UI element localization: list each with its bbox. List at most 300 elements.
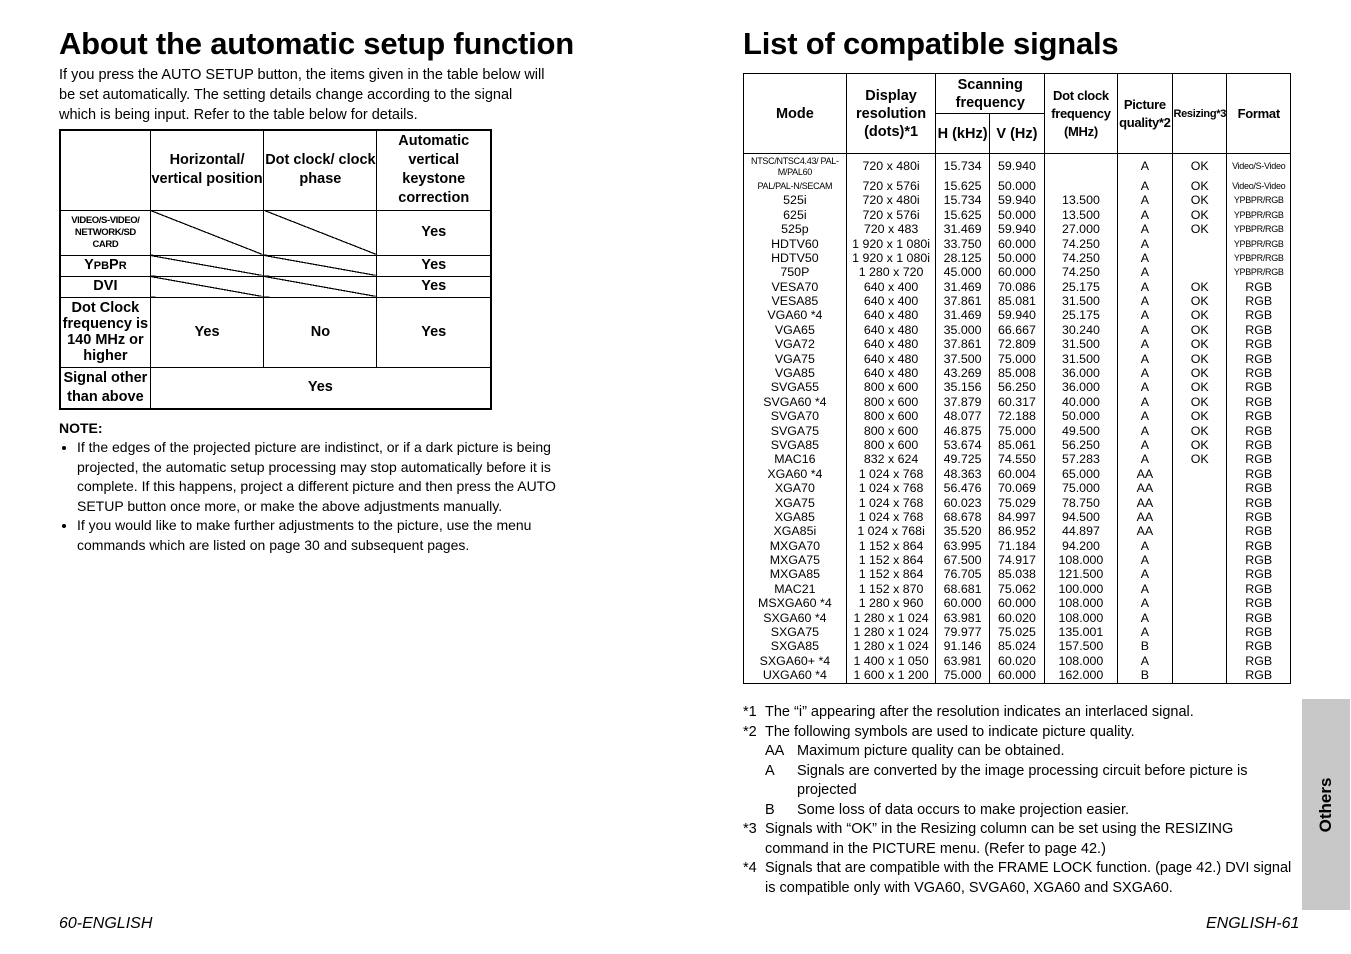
quality-cell: AA	[1117, 482, 1172, 496]
dot-clock-cell: 74.250	[1045, 237, 1118, 251]
left-page-number: 60-ENGLISH	[59, 915, 153, 932]
table-row	[60, 297, 491, 367]
resizing-cell: OK	[1173, 208, 1227, 222]
header-picture-quality: Picture quality*2	[1117, 74, 1172, 154]
h-freq-cell: 45.000	[936, 266, 989, 280]
resolution-cell: 1 024 x 768	[846, 467, 936, 481]
dot-clock-cell: 30.240	[1045, 323, 1118, 337]
table-row	[744, 223, 1291, 237]
h-freq-cell: 63.995	[936, 539, 989, 553]
header-scanning-frequency: Scanning frequency	[936, 74, 1045, 114]
v-freq-cell: 66.667	[989, 323, 1044, 337]
table-row	[744, 194, 1291, 208]
format-cell: Video/S-Video	[1227, 180, 1291, 194]
quality-cell: A	[1117, 611, 1172, 625]
row-label: VIDEO/S-VIDEO/ NETWORK/SD CARD	[60, 210, 150, 255]
v-freq-cell: 60.317	[989, 395, 1044, 409]
resolution-cell: 640 x 480	[846, 352, 936, 366]
table-row	[744, 367, 1291, 381]
dot-clock-cell: 108.000	[1045, 554, 1118, 568]
resolution-cell: 1 280 x 720	[846, 266, 936, 280]
table-row	[60, 367, 491, 409]
h-freq-cell: 63.981	[936, 654, 989, 668]
resolution-cell: 1 280 x 1 024	[846, 611, 936, 625]
v-freq-cell: 84.997	[989, 510, 1044, 524]
resizing-cell	[1173, 626, 1227, 640]
resolution-cell: 1 024 x 768	[846, 482, 936, 496]
quality-cell: B	[1117, 669, 1172, 683]
footnote-text: Signals that are compatible with the FRAME LOCK function. (page 42.) DVI signal is compatible only with VGA60, SVGA60, XGA60 and SXGA60.	[765, 860, 1292, 896]
format-cell: Video/S-Video	[1227, 154, 1291, 180]
quality-cell: A	[1117, 410, 1172, 424]
note-heading: NOTE:	[59, 420, 103, 436]
footnote	[743, 859, 1298, 898]
mode-cell: 750P	[744, 266, 847, 280]
quality-cell: A	[1117, 654, 1172, 668]
dot-clock-cell: 13.500	[1045, 208, 1118, 222]
h-freq-cell: 60.023	[936, 496, 989, 510]
v-freq-cell: 85.008	[989, 367, 1044, 381]
v-freq-cell: 75.029	[989, 496, 1044, 510]
resolution-cell: 640 x 480	[846, 309, 936, 323]
resizing-cell	[1173, 582, 1227, 596]
quality-cell: A	[1117, 367, 1172, 381]
resolution-cell: 800 x 600	[846, 410, 936, 424]
v-freq-cell: 75.062	[989, 582, 1044, 596]
resizing-cell	[1173, 554, 1227, 568]
dot-clock-cell: 78.750	[1045, 496, 1118, 510]
others-tab-label: Others	[1316, 777, 1335, 832]
format-cell: RGB	[1227, 597, 1291, 611]
resolution-cell: 640 x 480	[846, 338, 936, 352]
footnote-mark: *3	[743, 821, 757, 837]
intro-paragraph	[59, 65, 619, 125]
resizing-cell: OK	[1173, 154, 1227, 180]
h-freq-cell: 37.861	[936, 295, 989, 309]
format-cell: RGB	[1227, 410, 1291, 424]
table-row	[744, 582, 1291, 596]
resolution-cell: 1 920 x 1 080i	[846, 251, 936, 265]
compatible-signals-table	[743, 73, 1291, 684]
format-cell: RGB	[1227, 510, 1291, 524]
cell-value: Yes	[377, 276, 491, 297]
format-cell: RGB	[1227, 611, 1291, 625]
mode-cell: XGA75	[744, 496, 847, 510]
cell-value: Yes	[150, 297, 264, 367]
h-freq-cell: 35.156	[936, 381, 989, 395]
dot-clock-cell: 50.000	[1045, 410, 1118, 424]
table-row	[60, 276, 491, 297]
header-mode: Mode	[744, 74, 847, 154]
mode-cell: VESA85	[744, 295, 847, 309]
header-format: Format	[1227, 74, 1291, 154]
resizing-cell: OK	[1173, 410, 1227, 424]
table-row	[744, 266, 1291, 280]
v-freq-cell: 60.000	[989, 669, 1044, 683]
v-freq-cell: 85.024	[989, 640, 1044, 654]
table-row	[744, 251, 1291, 265]
mode-cell: MAC16	[744, 453, 847, 467]
mode-cell: VGA75	[744, 352, 847, 366]
quality-cell: A	[1117, 597, 1172, 611]
mode-cell: XGA70	[744, 482, 847, 496]
dot-clock-cell: 74.250	[1045, 251, 1118, 265]
right-page-title: List of compatible signals	[743, 26, 1119, 61]
v-freq-cell: 75.000	[989, 424, 1044, 438]
footnote-text: Maximum picture quality can be obtained.	[797, 743, 1065, 759]
quality-cell: A	[1117, 154, 1172, 180]
quality-cell: A	[1117, 280, 1172, 294]
resizing-cell	[1173, 539, 1227, 553]
intro-line: be set automatically. The setting details change according to the signal	[59, 87, 513, 103]
dot-clock-cell: 44.897	[1045, 525, 1118, 539]
h-freq-cell: 15.734	[936, 194, 989, 208]
format-cell: RGB	[1227, 626, 1291, 640]
quality-symbol: AA	[765, 743, 785, 759]
footnote	[743, 723, 1298, 743]
resizing-cell: OK	[1173, 424, 1227, 438]
dot-clock-cell	[1045, 154, 1118, 180]
table-row	[744, 323, 1291, 337]
not-applicable-cell	[264, 210, 377, 255]
h-freq-cell: 31.469	[936, 223, 989, 237]
mode-cell: MAC21	[744, 582, 847, 596]
row-label: Signal other than above	[60, 367, 150, 409]
mode-cell: SXGA85	[744, 640, 847, 654]
h-freq-cell: 49.725	[936, 453, 989, 467]
resolution-cell: 640 x 400	[846, 280, 936, 294]
dot-clock-cell: 100.000	[1045, 582, 1118, 596]
v-freq-cell: 60.020	[989, 611, 1044, 625]
row-label: Dot Clock frequency is 140 MHz or higher	[60, 297, 150, 367]
h-freq-cell: 46.875	[936, 424, 989, 438]
footnote	[743, 762, 1298, 801]
dot-clock-cell: 75.000	[1045, 482, 1118, 496]
resolution-cell: 800 x 600	[846, 424, 936, 438]
h-freq-cell: 43.269	[936, 367, 989, 381]
footnote-text: Signals with “OK” in the Resizing column can be set using the RESIZING command in the PICTURE menu. (Refer to page 42.)	[765, 821, 1234, 857]
note-list	[59, 438, 579, 555]
table-row	[744, 439, 1291, 453]
resizing-cell	[1173, 597, 1227, 611]
mode-cell: MSXGA60 *4	[744, 597, 847, 611]
format-cell: RGB	[1227, 482, 1291, 496]
mode-cell: SVGA85	[744, 439, 847, 453]
table-row	[744, 453, 1291, 467]
v-freq-cell: 75.025	[989, 626, 1044, 640]
quality-symbol: B	[765, 801, 775, 818]
resizing-cell	[1173, 482, 1227, 496]
mode-cell: 525i	[744, 194, 847, 208]
v-freq-cell: 75.000	[989, 352, 1044, 366]
quality-cell: A	[1117, 352, 1172, 366]
format-cell: RGB	[1227, 525, 1291, 539]
resolution-cell: 720 x 576i	[846, 180, 936, 194]
format-cell: RGB	[1227, 323, 1291, 337]
resizing-cell	[1173, 611, 1227, 625]
resizing-cell	[1173, 467, 1227, 481]
h-freq-cell: 60.000	[936, 597, 989, 611]
resizing-cell: OK	[1173, 367, 1227, 381]
resizing-cell: OK	[1173, 338, 1227, 352]
table-row	[744, 395, 1291, 409]
quality-cell: A	[1117, 309, 1172, 323]
resizing-cell: OK	[1173, 309, 1227, 323]
resolution-cell: 1 280 x 960	[846, 597, 936, 611]
table-row	[744, 654, 1291, 668]
resolution-cell: 832 x 624	[846, 453, 936, 467]
mode-cell: PAL/PAL-N/SECAM	[744, 180, 847, 194]
v-freq-cell: 71.184	[989, 539, 1044, 553]
resizing-cell	[1173, 568, 1227, 582]
mode-cell: VGA72	[744, 338, 847, 352]
resolution-cell: 720 x 480i	[846, 154, 936, 180]
h-freq-cell: 15.625	[936, 208, 989, 222]
v-freq-cell: 85.081	[989, 295, 1044, 309]
not-applicable-cell	[264, 255, 377, 276]
quality-cell: A	[1117, 223, 1172, 237]
header-dot-clock: Dot clock frequency (MHz)	[1045, 74, 1118, 154]
h-freq-cell: 31.469	[936, 280, 989, 294]
format-cell: RGB	[1227, 309, 1291, 323]
dot-clock-cell	[1045, 180, 1118, 194]
intro-line: If you press the AUTO SETUP button, the items given in the table below will	[59, 67, 545, 83]
header-v-hz: V (Hz)	[989, 114, 1044, 154]
v-freq-cell: 85.061	[989, 439, 1044, 453]
others-section-tab[interactable]	[1302, 699, 1350, 910]
table-row	[744, 597, 1291, 611]
format-cell: YPBPR/RGB	[1227, 194, 1291, 208]
v-freq-cell: 59.940	[989, 309, 1044, 323]
resizing-cell: OK	[1173, 295, 1227, 309]
resizing-cell	[1173, 525, 1227, 539]
quality-cell: AA	[1117, 467, 1172, 481]
resizing-cell: OK	[1173, 194, 1227, 208]
format-cell: RGB	[1227, 496, 1291, 510]
format-cell: YPBPR/RGB	[1227, 251, 1291, 265]
resizing-cell: OK	[1173, 223, 1227, 237]
table-row	[744, 626, 1291, 640]
table-row	[744, 640, 1291, 654]
footnote-mark	[743, 742, 765, 762]
h-freq-cell: 28.125	[936, 251, 989, 265]
resolution-cell: 1 152 x 870	[846, 582, 936, 596]
footnotes	[743, 703, 1298, 898]
not-applicable-cell	[150, 255, 264, 276]
format-cell: RGB	[1227, 467, 1291, 481]
quality-cell: A	[1117, 626, 1172, 640]
h-freq-cell: 91.146	[936, 640, 989, 654]
resizing-cell	[1173, 654, 1227, 668]
resolution-cell: 800 x 600	[846, 395, 936, 409]
format-cell: RGB	[1227, 453, 1291, 467]
quality-cell: A	[1117, 395, 1172, 409]
footnote-text: The “i” appearing after the resolution indicates an interlaced signal.	[765, 704, 1194, 720]
quality-cell: A	[1117, 266, 1172, 280]
header-dot-clock: Dot clock/ clock phase	[264, 130, 377, 210]
dot-clock-cell: 57.283	[1045, 453, 1118, 467]
resolution-cell: 800 x 600	[846, 439, 936, 453]
h-freq-cell: 79.977	[936, 626, 989, 640]
quality-cell: AA	[1117, 525, 1172, 539]
format-cell: RGB	[1227, 280, 1291, 294]
dot-clock-cell: 27.000	[1045, 223, 1118, 237]
resizing-cell: OK	[1173, 280, 1227, 294]
left-page-title: About the automatic setup function	[59, 26, 575, 61]
cell-value: No	[264, 297, 377, 367]
resizing-cell: OK	[1173, 395, 1227, 409]
table-row	[744, 554, 1291, 568]
header-position: Horizontal/ vertical position	[150, 130, 264, 210]
quality-cell: A	[1117, 381, 1172, 395]
quality-cell: A	[1117, 424, 1172, 438]
resizing-cell	[1173, 496, 1227, 510]
right-page-number: ENGLISH-61	[1206, 915, 1300, 932]
h-freq-cell: 48.077	[936, 410, 989, 424]
not-applicable-cell	[264, 276, 377, 297]
format-cell: RGB	[1227, 669, 1291, 683]
mode-cell: HDTV50	[744, 251, 847, 265]
mode-cell: VGA60 *4	[744, 309, 847, 323]
resolution-cell: 640 x 480	[846, 367, 936, 381]
format-cell: RGB	[1227, 367, 1291, 381]
note-item: • If you would like to make further adjustments to the picture, use the menu commands which are listed on page 30 and subsequent pages.	[77, 516, 579, 555]
header-display-resolution: Display resolution (dots)*1	[846, 74, 936, 154]
dot-clock-cell: 25.175	[1045, 309, 1118, 323]
table-row	[744, 381, 1291, 395]
v-freq-cell: 85.038	[989, 568, 1044, 582]
quality-cell: A	[1117, 251, 1172, 265]
intro-line: which is being input. Refer to the table below for details.	[59, 107, 418, 123]
quality-cell: A	[1117, 194, 1172, 208]
mode-cell: SVGA70	[744, 410, 847, 424]
dot-clock-cell: 94.500	[1045, 510, 1118, 524]
h-freq-cell: 37.879	[936, 395, 989, 409]
table-row	[744, 424, 1291, 438]
h-freq-cell: 75.000	[936, 669, 989, 683]
format-cell: RGB	[1227, 654, 1291, 668]
resizing-cell	[1173, 669, 1227, 683]
resolution-cell: 640 x 480	[846, 323, 936, 337]
dot-clock-cell: 40.000	[1045, 395, 1118, 409]
format-cell: YPBPR/RGB	[1227, 223, 1291, 237]
dot-clock-cell: 162.000	[1045, 669, 1118, 683]
v-freq-cell: 50.000	[989, 208, 1044, 222]
quality-cell: A	[1117, 295, 1172, 309]
table-row	[744, 309, 1291, 323]
format-cell: RGB	[1227, 554, 1291, 568]
mode-cell: SXGA75	[744, 626, 847, 640]
resizing-cell: OK	[1173, 352, 1227, 366]
resizing-cell: OK	[1173, 439, 1227, 453]
h-freq-cell: 53.674	[936, 439, 989, 453]
h-freq-cell: 63.981	[936, 611, 989, 625]
dot-clock-cell: 74.250	[1045, 266, 1118, 280]
h-freq-cell: 37.861	[936, 338, 989, 352]
dot-clock-cell: 31.500	[1045, 295, 1118, 309]
note-item: • If the edges of the projected picture are indistinct, or if a dark picture is being projected, the automatic setup processing may stop automatically before it is complete. If this happens, project a different picture and then press the AUTO SETUP button once more, or make the above adjustments manually.	[77, 438, 579, 516]
header-h-khz: H (kHz)	[936, 114, 989, 154]
format-cell: RGB	[1227, 295, 1291, 309]
h-freq-cell: 31.469	[936, 309, 989, 323]
h-freq-cell: 48.363	[936, 467, 989, 481]
dot-clock-cell: 157.500	[1045, 640, 1118, 654]
footnote	[743, 801, 1298, 821]
v-freq-cell: 60.000	[989, 597, 1044, 611]
resolution-cell: 1 024 x 768i	[846, 525, 936, 539]
footnote	[743, 820, 1298, 859]
v-freq-cell: 59.940	[989, 194, 1044, 208]
resolution-cell: 1 280 x 1 024	[846, 640, 936, 654]
v-freq-cell: 60.000	[989, 266, 1044, 280]
table-row	[744, 482, 1291, 496]
resolution-cell: 1 280 x 1 024	[846, 626, 936, 640]
table-row	[744, 539, 1291, 553]
format-cell: YPBPR/RGB	[1227, 237, 1291, 251]
table-row	[744, 295, 1291, 309]
not-applicable-cell	[150, 210, 264, 255]
quality-symbol: A	[765, 762, 775, 779]
v-freq-cell: 50.000	[989, 180, 1044, 194]
resolution-cell: 1 152 x 864	[846, 568, 936, 582]
dot-clock-cell: 25.175	[1045, 280, 1118, 294]
v-freq-cell: 74.550	[989, 453, 1044, 467]
format-cell: YPBPR/RGB	[1227, 266, 1291, 280]
resizing-cell: OK	[1173, 453, 1227, 467]
table-row	[744, 467, 1291, 481]
resizing-cell	[1173, 640, 1227, 654]
mode-cell: 625i	[744, 208, 847, 222]
table-row	[744, 338, 1291, 352]
dot-clock-cell: 13.500	[1045, 194, 1118, 208]
table-row	[744, 510, 1291, 524]
format-cell: RGB	[1227, 352, 1291, 366]
h-freq-cell: 37.500	[936, 352, 989, 366]
quality-cell: A	[1117, 338, 1172, 352]
v-freq-cell: 59.940	[989, 223, 1044, 237]
table-row	[744, 180, 1291, 194]
footnote-mark	[743, 801, 765, 821]
resizing-cell	[1173, 266, 1227, 280]
auto-setup-table	[59, 129, 492, 410]
dot-clock-cell: 121.500	[1045, 568, 1118, 582]
mode-cell: HDTV60	[744, 237, 847, 251]
footnote-text: Some loss of data occurs to make projection easier.	[797, 801, 1130, 818]
mode-cell: VGA65	[744, 323, 847, 337]
h-freq-cell: 68.681	[936, 582, 989, 596]
format-cell: RGB	[1227, 338, 1291, 352]
table-row	[744, 525, 1291, 539]
h-freq-cell: 35.520	[936, 525, 989, 539]
row-label: YPBPR	[60, 255, 150, 276]
quality-cell: A	[1117, 180, 1172, 194]
resolution-cell: 720 x 576i	[846, 208, 936, 222]
mode-cell: UXGA60 *4	[744, 669, 847, 683]
resolution-cell: 1 600 x 1 200	[846, 669, 936, 683]
h-freq-cell: 33.750	[936, 237, 989, 251]
resizing-cell	[1173, 237, 1227, 251]
table-row	[744, 669, 1291, 683]
quality-cell: A	[1117, 323, 1172, 337]
quality-cell: A	[1117, 237, 1172, 251]
footnote	[743, 742, 1298, 762]
footnote-mark	[743, 762, 765, 801]
format-cell: RGB	[1227, 640, 1291, 654]
quality-cell: AA	[1117, 496, 1172, 510]
footnote	[743, 703, 1298, 723]
mode-cell: MXGA70	[744, 539, 847, 553]
resolution-cell: 1 024 x 768	[846, 496, 936, 510]
